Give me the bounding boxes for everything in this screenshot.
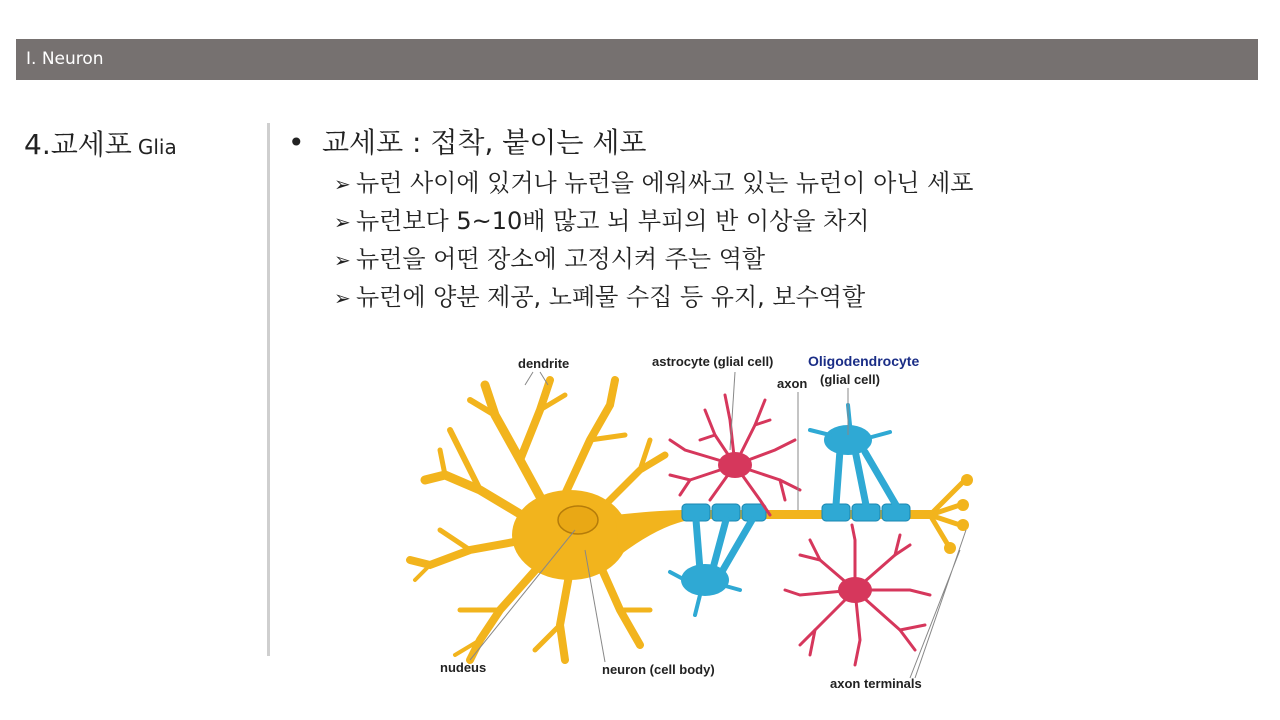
neuron-glia-diagram	[400, 340, 1000, 700]
label-neuron-body: neuron (cell body)	[602, 662, 715, 677]
label-oligodendrocyte: Oligodendrocyte	[808, 353, 920, 369]
sub-point-text: 뉴런을 어떤 장소에 고정시켜 주는 역할	[356, 245, 766, 273]
sub-point-text: 뉴런에 양분 제공, 노폐물 수집 등 유지, 보수역할	[356, 283, 866, 311]
label-astrocyte: astrocyte (glial cell)	[652, 354, 774, 369]
terminal-bouton	[944, 542, 956, 554]
main-point-text: 교세포 : 접착, 붙이는 세포	[322, 126, 647, 159]
oligodendrocyte-upper	[836, 450, 896, 505]
sub-point	[334, 202, 973, 240]
section-subtitle: Glia	[137, 135, 177, 159]
nucleus	[558, 506, 598, 534]
section-title-text: 4.교세포	[24, 128, 132, 161]
axon-hillock	[615, 510, 690, 555]
header-title: I. Neuron	[26, 49, 104, 69]
leader-line	[910, 530, 966, 678]
sub-point-text: 뉴런 사이에 있거나 뉴런을 에워싸고 있는 뉴런이 아닌 세포	[356, 169, 974, 197]
arrow-bullet-icon: ➢	[334, 286, 351, 310]
neuron-cell-body	[512, 490, 628, 580]
terminal-bouton	[961, 474, 973, 486]
astrocyte-lower-body	[838, 577, 872, 603]
arrow-bullet-icon: ➢	[334, 248, 351, 272]
arrow-bullet-icon: ➢	[334, 210, 351, 234]
label-axon: axon	[777, 376, 808, 391]
vertical-divider	[267, 123, 270, 656]
leader-line	[525, 372, 548, 385]
label-axon-terminals: axon terminals	[830, 676, 922, 691]
sub-point	[334, 278, 973, 316]
bullet-icon: •	[288, 126, 305, 159]
section-title	[24, 123, 177, 163]
label-dendrite: dendrite	[518, 356, 570, 371]
axon-terminals	[930, 480, 965, 545]
label-nucleus: nudeus	[440, 660, 487, 675]
header-bar	[16, 39, 1258, 80]
terminal-bouton	[957, 499, 969, 511]
oligodendrocyte-lower-body	[681, 564, 729, 596]
sub-point-text: 뉴런보다 5~10배 많고 뇌 부피의 반 이상을 차지	[356, 207, 870, 235]
terminal-bouton	[957, 519, 969, 531]
sub-point	[334, 164, 973, 202]
main-point	[288, 121, 646, 161]
sub-point	[334, 240, 973, 278]
sub-point-list	[334, 164, 973, 316]
arrow-bullet-icon: ➢	[334, 172, 351, 196]
astrocyte-upper-body	[718, 452, 752, 478]
label-oligodendrocyte-sub: (glial cell)	[820, 372, 880, 387]
